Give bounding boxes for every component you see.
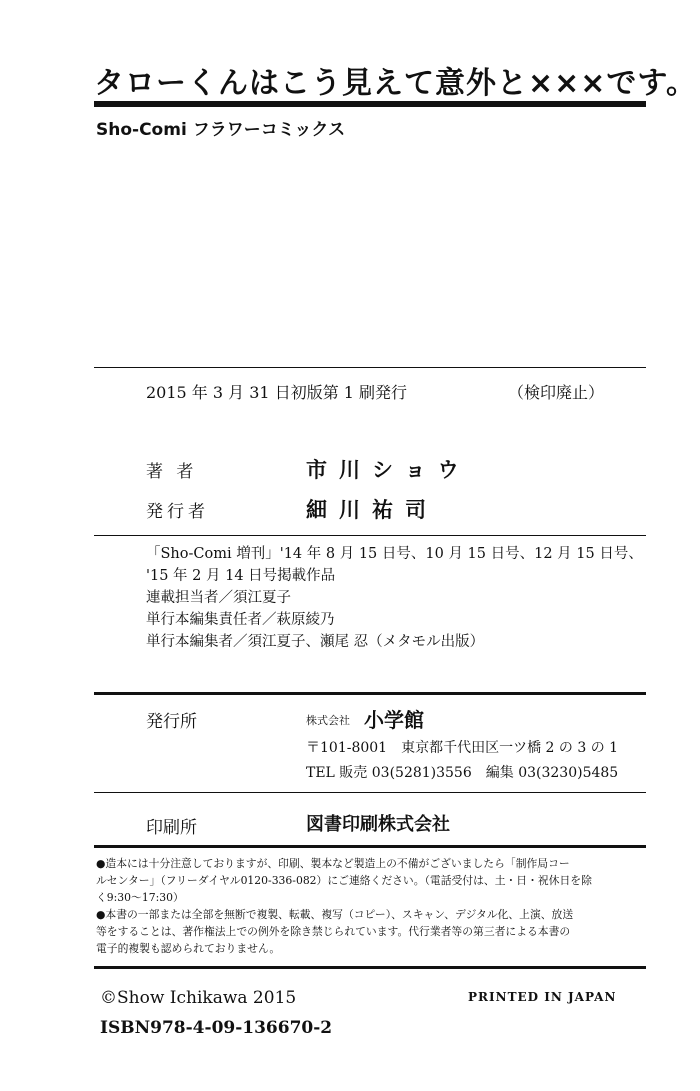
notice-line: ルセンター」（フリーダイヤル0120-336-082）にご連絡ください。（電話受付は、土・日・祝休日を除 (96, 874, 592, 887)
publisher-tel: TEL 販売 03(5281)3556 編集 03(3230)5485 (306, 765, 619, 781)
company-prefix: 株式会社 (306, 714, 350, 727)
divider-printer (94, 792, 646, 793)
author-label: 著 者 (146, 462, 198, 482)
divider-notice (94, 845, 646, 848)
notice-block (96, 855, 648, 957)
series-name: Sho-Comi フラワーコミックス (96, 120, 346, 140)
volume-chief-editor: 単行本編集責任者／萩原綾乃 (146, 612, 335, 628)
publisher-label: 発行者 (146, 502, 209, 522)
serial-line-2: '15 年 2 月 14 日号掲載作品 (146, 568, 336, 584)
notice-line: く9:30～17:30） (96, 891, 184, 904)
notice-line: 電子的複製も認められておりません。 (96, 942, 281, 955)
publisher-name: 細川祐司 (306, 497, 438, 522)
book-title: タローくんはこう見えて意外と×××です。 (94, 66, 698, 101)
divider-footer (94, 966, 646, 969)
divider-publisher (94, 692, 646, 695)
printer-label: 印刷所 (146, 818, 197, 838)
printed-in-japan: PRINTED IN JAPAN (468, 990, 617, 1004)
credits-block (146, 543, 643, 653)
publication-date: 2015 年 3 月 31 日初版第 1 刷発行 (146, 383, 408, 402)
notice-line: ●本書の一部または全部を無断で複製、転載、複写（コピー）、スキャン、デジタル化、上演、放送 (96, 908, 574, 921)
divider-top (94, 367, 646, 368)
serial-editor: 連載担当者／須江夏子 (146, 590, 291, 606)
author-name: 市川ショウ (306, 457, 471, 482)
printer-name: 図書印刷株式会社 (306, 814, 450, 835)
notice-line: 等をすることは、著作権法上での例外を除き禁じられています。代行業者等の第三者による本書の (96, 925, 571, 938)
notice-line: ●造本には十分注意しておりますが、印刷、製本など製造上の不備がございましたら「制作局コー (96, 857, 570, 870)
stamp-note: （検印廃止） (508, 383, 605, 402)
volume-editors: 単行本編集者／須江夏子、瀬尾 忍（メタモル出版） (146, 634, 485, 650)
publisher-office-label: 発行所 (146, 712, 197, 732)
divider-credits (94, 535, 646, 536)
publisher-company: 小学館 (364, 708, 424, 732)
serial-line-1: 「Sho-Comi 増刊」'14 年 8 月 15 日号、10 月 15 日号、12 月 15 日号、 (146, 546, 643, 562)
publisher-address: 〒101-8001 東京都千代田区一ツ橋 2 の 3 の 1 (306, 740, 619, 756)
isbn: ISBN978-4-09-136670-2 (100, 1018, 333, 1038)
copyright: ©Show Ichikawa 2015 (100, 988, 297, 1008)
title-rule (94, 101, 646, 107)
